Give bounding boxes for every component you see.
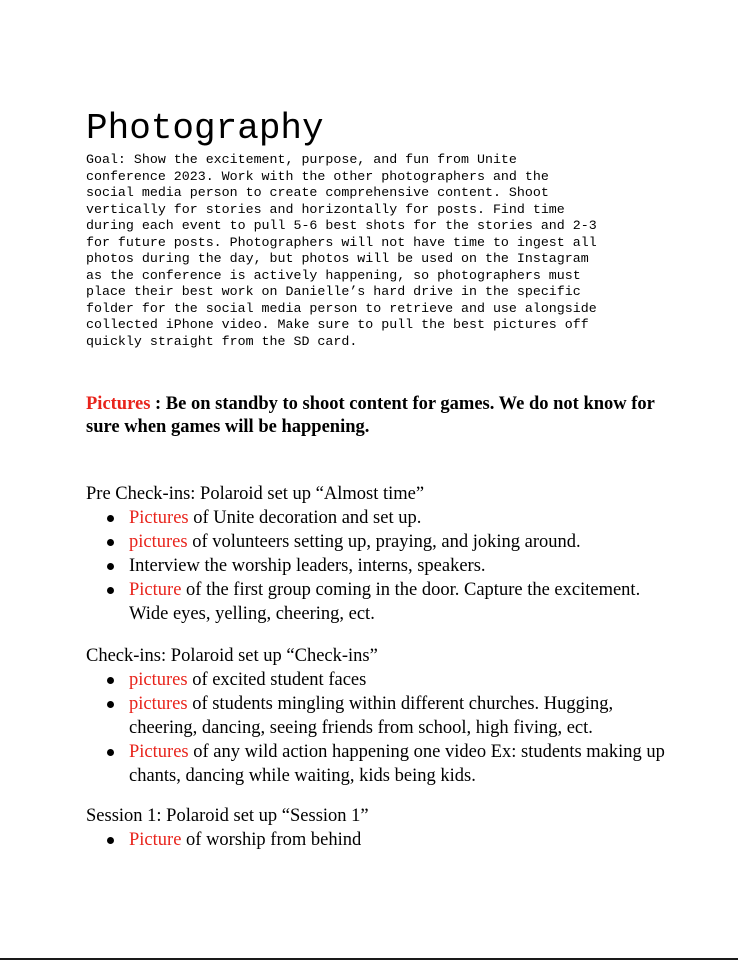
item-keyword: pictures (129, 532, 188, 552)
item-text: of the first group coming in the door. Capture the excitement. Wide eyes, yelling, cheering, ect. (129, 580, 641, 624)
section-heading: Pre Check-ins: Polaroid set up “Almost time” (86, 484, 425, 504)
document-header (86, 108, 666, 350)
list-item (86, 554, 676, 578)
list-item (86, 506, 676, 530)
item-keyword: Picture (129, 830, 182, 850)
section-heading: Session 1: Polaroid set up “Session 1” (86, 806, 369, 826)
bullet-list (86, 828, 676, 852)
item-text: of worship from behind (181, 830, 362, 850)
item-text: of volunteers setting up, praying, and joking around. (187, 532, 581, 552)
bullet-icon (107, 587, 114, 594)
bullet-icon (107, 837, 114, 844)
section-pre-check-ins (86, 482, 676, 626)
item-keyword: pictures (129, 694, 188, 714)
list-item (86, 668, 676, 692)
page-title: Photography (86, 108, 324, 149)
section-heading: Check-ins: Polaroid set up “Check-ins” (86, 646, 378, 666)
item-keyword: pictures (129, 670, 188, 690)
bullet-icon (107, 749, 114, 756)
bullet-icon (107, 539, 114, 546)
section-check-ins (86, 644, 676, 788)
pictures-standby-note (86, 393, 666, 439)
list-item (86, 828, 676, 852)
bullet-icon (107, 515, 114, 522)
pictures-note-text: : Be on standby to shoot content for games. We do not know for sure when games will be happening. (86, 394, 655, 437)
list-item (86, 530, 676, 554)
item-text: Interview the worship leaders, interns, speakers. (129, 556, 486, 576)
item-keyword: Pictures (129, 742, 189, 762)
item-text: of students mingling within different churches. Hugging, cheering, dancing, seeing friends from school, high fiving, ect. (129, 694, 614, 738)
list-item (86, 578, 676, 626)
list-item (86, 740, 676, 788)
bullet-icon (107, 563, 114, 570)
section-session-1 (86, 804, 676, 852)
item-text: of excited student faces (187, 670, 367, 690)
goal-paragraph: Goal: Show the excitement, purpose, and fun from Unite conference 2023. Work with the other photographers and the social media person to create comprehensive content. Shoot vertically for stories and horizontally for posts. Find time during each event to pull 5-6 best shots for the stories and 2-3 for future posts. Photographers will not have time to ingest all photos during the day, but photos will be used on the Instagram as the conference is actively happening, so photographers must place their best work on Danielle’s hard drive in the specific folder for the social media person to retrieve and use alongside collected iPhone video. Make sure to pull the best pictures off quickly straight from the SD card. (86, 152, 597, 349)
bullet-list (86, 506, 676, 626)
item-text: of any wild action happening one video Ex: students making up chants, dancing while waiting, kids being kids. (129, 742, 665, 786)
bullet-list (86, 668, 676, 788)
item-text: of Unite decoration and set up. (188, 508, 422, 528)
pictures-keyword: Pictures (86, 394, 151, 414)
list-item (86, 692, 676, 740)
item-keyword: Picture (129, 580, 182, 600)
bullet-icon (107, 701, 114, 708)
bullet-icon (107, 677, 114, 684)
item-keyword: Pictures (129, 508, 189, 528)
